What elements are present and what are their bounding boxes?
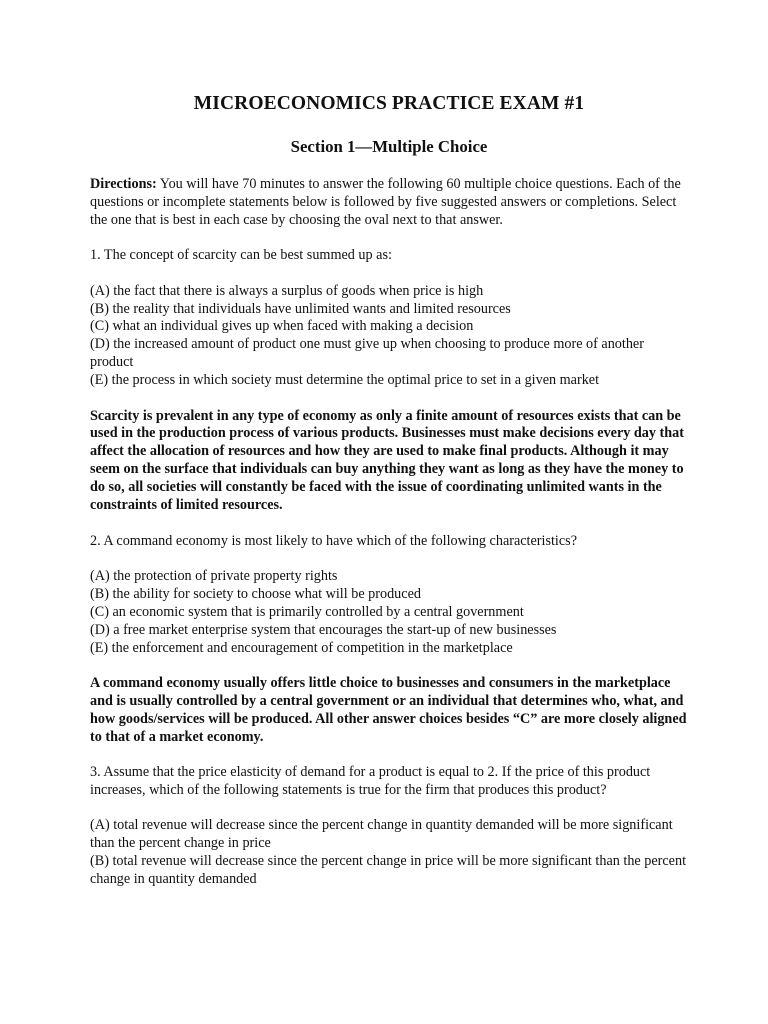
question-3-choices — [90, 817, 688, 889]
question-2-explanation: A command economy usually offers little choice to businesses and consumers in the marketplace and is usually controlled by a central government or an individual that determines who, what, and how goods/services will be produced. All other answer choices besides “C” are more closely aligned to that of a market economy. — [90, 674, 687, 745]
page-title: MICROECONOMICS PRACTICE EXAM #1 — [193, 93, 585, 114]
question-1-choice-c: (C) what an individual gives up when faced with making a decision — [90, 318, 474, 335]
directions-label: Directions: — [90, 176, 157, 192]
section-heading: Section 1—Multiple Choice — [290, 137, 488, 156]
question-1-prompt: 1. The concept of scarcity can be best summed up as: — [90, 247, 392, 264]
directions-text: You will have 70 minutes to answer the following 60 multiple choice questions. Each of the questions or incomplete statements below is followed by five suggested answers or completions. Select the one that is best in each case by choosing the oval next to that answer. — [90, 176, 681, 228]
question-1-choice-a: (A) the fact that there is always a surplus of goods when price is high — [90, 282, 484, 299]
question-2-choice-c: (C) an economic system that is primarily controlled by a central government — [90, 603, 524, 620]
question-1-choices — [90, 283, 688, 390]
question-1-choice-d: (D) the increased amount of product one must give up when choosing to produce more of another product — [90, 336, 644, 371]
question-2-choice-d: (D) a free market enterprise system that encourages the start-up of new businesses — [90, 621, 557, 638]
question-1-explanation: Scarcity is prevalent in any type of economy as only a finite amount of resources exists that can be used in the production process of various products. Businesses must make decisions every day that affect the allocation of resources and how they are used to make final products. Although it may seem on the surface that individuals can buy anything they want as long as they have the money to do so, all societies will constantly be faced with the issue of coordinating unlimited wants in the constraints of limited resources. — [90, 407, 684, 514]
question-3-choice-a: (A) total revenue will decrease since the percent change in quantity demanded will be more significant than the percent change in price — [90, 817, 673, 852]
question-2-choices — [90, 568, 688, 658]
question-2-choice-b: (B) the ability for society to choose what will be produced — [90, 585, 421, 602]
question-2-prompt: 2. A command economy is most likely to have which of the following characteristics? — [90, 532, 577, 549]
question-2-choice-e: (E) the enforcement and encouragement of competition in the marketplace — [90, 639, 513, 656]
directions-paragraph — [90, 176, 688, 230]
question-2-choice-a: (A) the protection of private property rights — [90, 567, 338, 584]
question-3-choice-b: (B) total revenue will decrease since the percent change in price will be more significant than the percent change in quantity demanded — [90, 853, 687, 888]
question-3-prompt: 3. Assume that the price elasticity of demand for a product is equal to 2. If the price of this product increases, which of the following statements is true for the firm that produces this product? — [90, 764, 651, 798]
question-1-choice-b: (B) the reality that individuals have unlimited wants and limited resources — [90, 300, 511, 317]
question-1-choice-e: (E) the process in which society must determine the optimal price to set in a given market — [90, 372, 600, 389]
exam-content — [90, 92, 688, 907]
